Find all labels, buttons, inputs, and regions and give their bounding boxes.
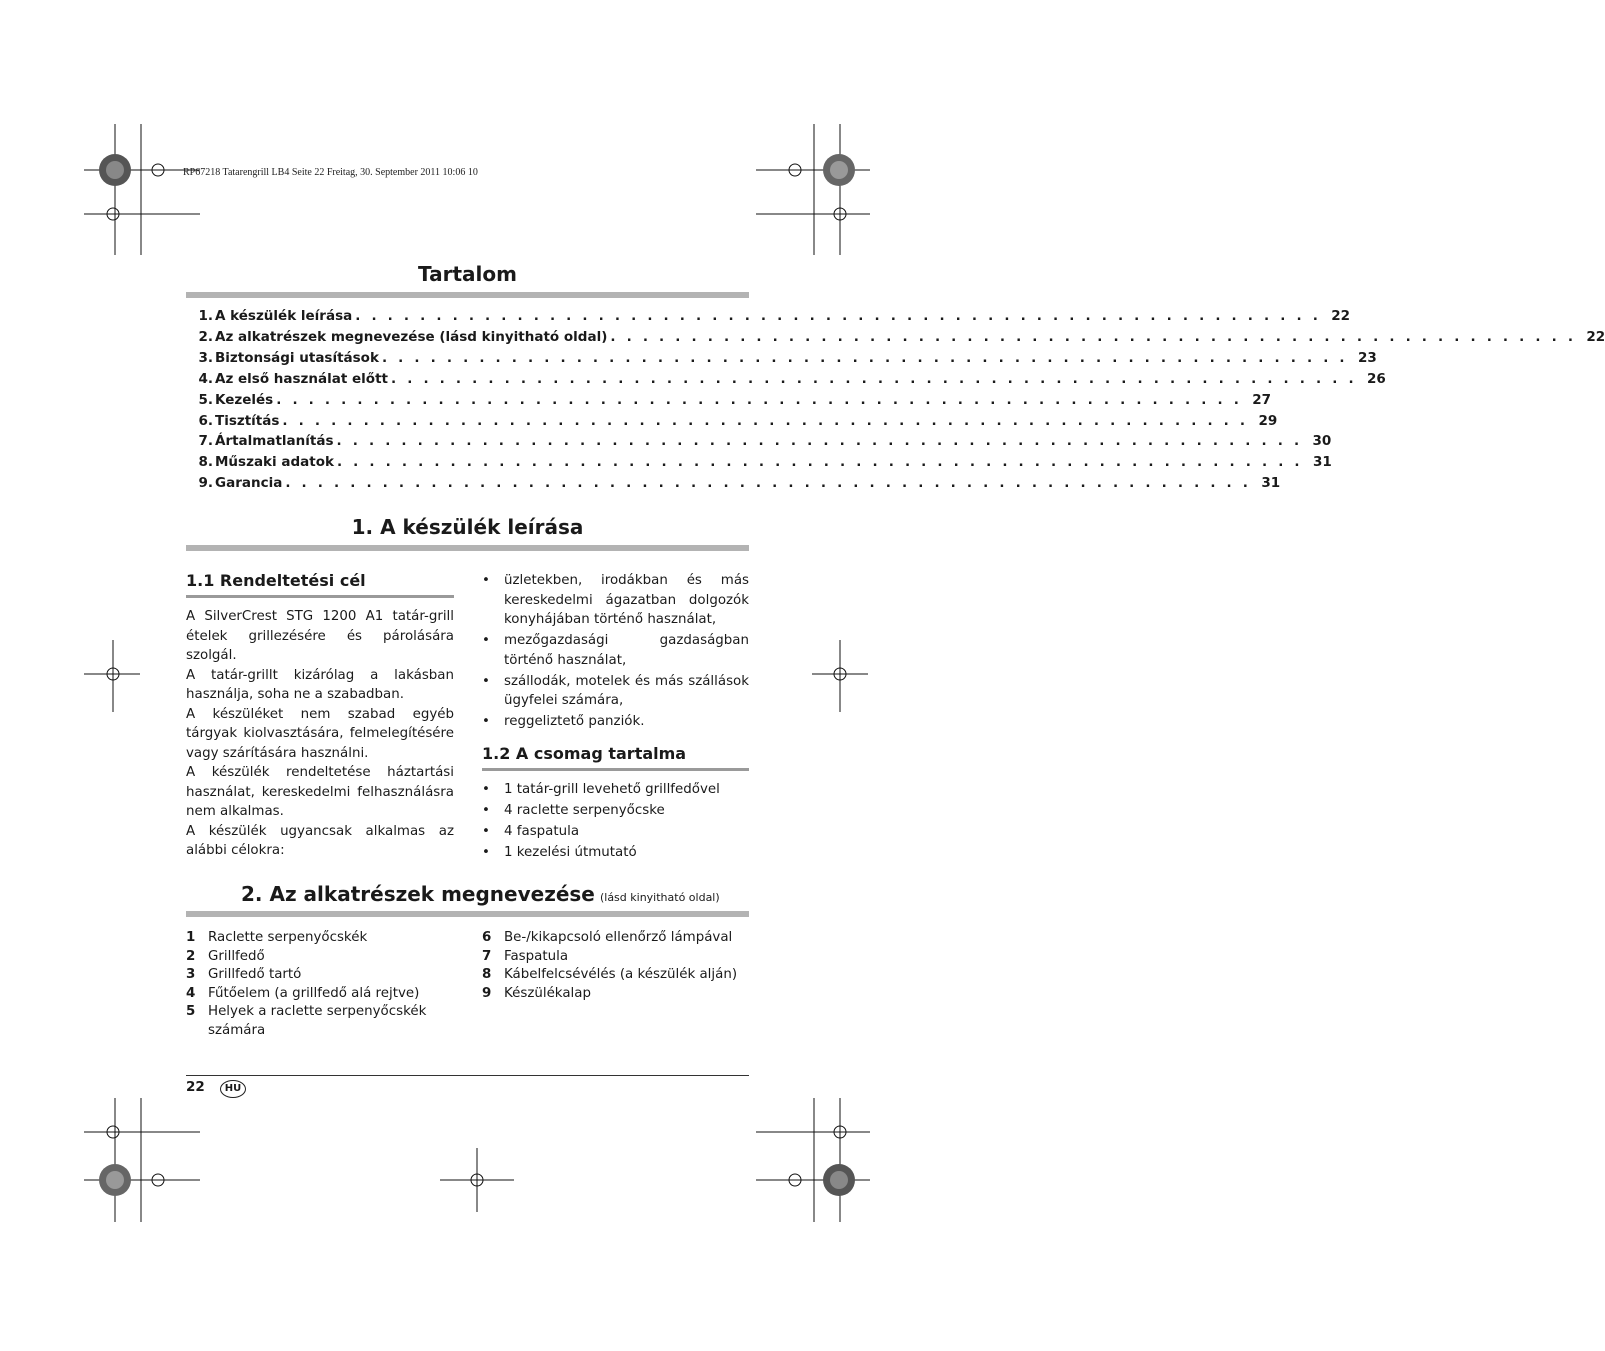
toc-item[interactable]: 5. Kezelés . . . . . . . . . . . . . . . . . . . . . . . . . . . . . . . . . . . . . . . . . . . . . . . . . . . . . . . . . . . . 27 <box>198 392 1272 408</box>
part-item: 2 Grillfedő <box>186 948 265 964</box>
paragraph: A készülék ugyancsak alkalmas az alábbi célokra: <box>186 823 454 858</box>
section2-title: 2. Az alkatrészek megnevezése <box>241 882 595 906</box>
toc-item[interactable]: 6. Tisztítás . . . . . . . . . . . . . . . . . . . . . . . . . . . . . . . . . . . . . . . . . . . . . . . . . . . . . . . . . . . . 29 <box>198 413 1278 429</box>
subsection-title: 1.1 Rendeltetési cél <box>186 571 366 590</box>
toc-item[interactable]: 8. Műszaki adatok . . . . . . . . . . . . . . . . . . . . . . . . . . . . . . . . . . . . . . . . . . . . . . . . . . . . . . . . . . . . 31 <box>198 454 1332 470</box>
right-column <box>482 571 749 864</box>
parts-list-left <box>186 929 454 1040</box>
list-item: • reggeliztető panziók. <box>482 712 749 732</box>
part-item: 5 Helyek a raclette serpenyőcskék számára <box>186 1004 427 1038</box>
toc-title: Tartalom <box>418 262 517 286</box>
language-badge: HU <box>220 1080 246 1098</box>
paragraph: A tatár-grillt kizárólag a lakásban használja, soha ne a szabadban. <box>186 667 454 702</box>
package-list <box>482 780 749 863</box>
print-header: RP67218 Tatarengrill LB4 Seite 22 Freitag, 30. September 2011 10:06 10 <box>183 167 478 178</box>
paragraph: A SilverCrest STG 1200 A1 tatár-grill ételek grillezésére és párolására szolgál. <box>186 609 454 663</box>
section2-rule <box>186 911 749 917</box>
toc-item[interactable]: 7. Ártalmatlanítás . . . . . . . . . . . . . . . . . . . . . . . . . . . . . . . . . . . . . . . . . . . . . . . . . . . . . . . . . . . . 30 <box>198 433 1332 449</box>
paragraph: A készüléket nem szabad egyéb tárgyak kiolvasztására, felmelegítésére vagy szárítására használni. <box>186 706 454 761</box>
list-item: • 4 faspatula <box>482 822 749 842</box>
left-column <box>186 571 454 861</box>
list-item: • mezőgazdasági gazdaságban történő használat, <box>482 631 749 670</box>
list-item: • üzletekben, irodákban és más kereskedelmi ágazatban dolgozók konyhájában történő használat, <box>482 571 749 630</box>
section2-note: (lásd kinyitható oldal) <box>599 891 720 904</box>
subsection-rule <box>482 768 749 771</box>
part-item: 4 Fűtőelem (a grillfedő alá rejtve) <box>186 985 420 1001</box>
section1-rule <box>186 545 749 551</box>
toc-item[interactable]: 2. Az alkatrészek megnevezése (lásd kinyitható oldal) . . . . . . . . . . . . . . . . . . . . . . . . . . . . . . . . . . . . . . . . . . . . . . . . . . . . . . . . . . . . 22 <box>198 329 1605 345</box>
toc-rule <box>186 292 749 298</box>
subsection-rule <box>186 595 454 598</box>
list-item: • 1 kezelési útmutató <box>482 843 749 863</box>
list-item: • 1 tatár-grill levehető grillfedővel <box>482 780 749 800</box>
toc-item[interactable]: 9. Garancia . . . . . . . . . . . . . . . . . . . . . . . . . . . . . . . . . . . . . . . . . . . . . . . . . . . . . . . . . . . . 31 <box>198 475 1281 491</box>
part-item: 6 Be-/kikapcsoló ellenőrző lámpával <box>482 930 733 945</box>
page-number: 22 <box>186 1079 205 1095</box>
list-item: • szállodák, motelek és más szállások ügyfelei számára, <box>482 672 749 711</box>
subsection-title: 1.2 A csomag tartalma <box>482 743 687 763</box>
list-item: • 4 raclette serpenyőcske <box>482 801 749 821</box>
toc-item[interactable]: 4. Az első használat előtt . . . . . . . . . . . . . . . . . . . . . . . . . . . . . . . . . . . . . . . . . . . . . . . . . . . . . . . . . . . . 26 <box>198 371 1386 387</box>
section2-heading <box>241 882 720 906</box>
part-item: 1 Raclette serpenyőcskék <box>186 930 368 945</box>
footer-rule <box>186 1075 749 1076</box>
section1-title: 1. A készülék leírása <box>351 515 584 539</box>
part-item: 3 Grillfedő tartó <box>186 967 302 982</box>
parts-list-right <box>482 929 749 1003</box>
paragraph: A készülék rendeltetése háztartási használat, kereskedelmi felhasználásra nem alkalmas. <box>186 765 454 819</box>
part-item: 9 Készülékalap <box>482 985 591 1001</box>
usage-list <box>482 571 749 732</box>
toc-item[interactable]: 3. Biztonsági utasítások . . . . . . . . . . . . . . . . . . . . . . . . . . . . . . . . . . . . . . . . . . . . . . . . . . . . . . . . . . . . 23 <box>198 350 1377 366</box>
part-item: 8 Kábelfelcsévélés (a készülék alján) <box>482 967 738 982</box>
part-item: 7 Faspatula <box>482 948 569 964</box>
toc-item[interactable]: 1. A készülék leírása . . . . . . . . . . . . . . . . . . . . . . . . . . . . . . . . . . . . . . . . . . . . . . . . . . . . . . . . . . . . 22 <box>198 308 1351 324</box>
